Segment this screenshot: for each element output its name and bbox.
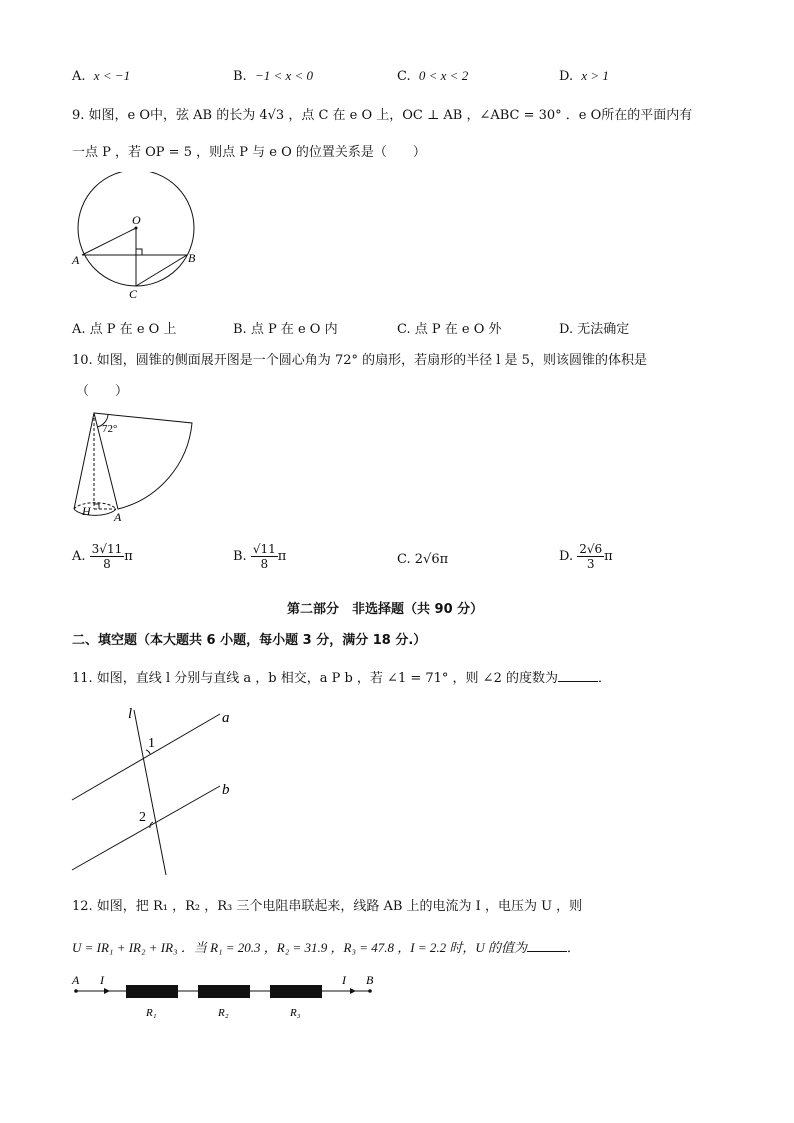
- fraction: $\frac{3√11}{8}$: [91, 542, 123, 571]
- label-c: C: [129, 287, 138, 301]
- part2-title: 第二部分 非选择题（共 90 分）: [287, 602, 484, 617]
- line-l: [134, 710, 166, 875]
- label-b: B: [366, 973, 374, 987]
- q9-option-d: D. 无法确定: [559, 322, 630, 337]
- q9-option-c: C. 点 P 在 e O 外: [397, 322, 502, 337]
- label-b: b: [222, 782, 230, 798]
- q8-option-d: D. x > 1: [559, 68, 609, 84]
- point-b: [368, 989, 372, 993]
- answer-blank[interactable]: [558, 669, 598, 682]
- segment-cb: [136, 255, 187, 286]
- label-r3: R₃: [290, 1007, 301, 1019]
- label-angle: 72°: [102, 423, 118, 435]
- current-arrow-left: [104, 988, 110, 994]
- point-a: [74, 989, 78, 993]
- q11-stem: 11. 如图，直线 l 分别与直线 a ，b 相交，a P b ，若 ∠1 = 71° ，则 ∠2 的度数为 ．: [72, 671, 611, 686]
- q8-option-a: A. x < −1: [72, 68, 131, 84]
- q9-option-b: B. 点 P 在 e O 内: [233, 322, 338, 337]
- q10-stem-line1: 10. 如图，圆锥的侧面展开图是一个圆心角为 72° 的扇形，若扇形的半径 l 是 5，则该圆锥的体积是: [72, 353, 647, 368]
- q8-option-c: C. 0 < x < 2: [397, 68, 469, 84]
- label-2: 2: [139, 810, 146, 825]
- right-angle-mark: [136, 249, 142, 255]
- q8-option-b: B. −1 < x < 0: [233, 68, 314, 84]
- q12-stem-line1: 12. 如图，把 R₁ ，R₂ ，R₃ 三个电阻串联起来，线路 AB 上的电流为 I ，电压为 U ，则: [72, 899, 583, 914]
- resistor-r2: [198, 985, 250, 998]
- line-b: [72, 786, 220, 870]
- resistor-r3: [270, 985, 322, 998]
- q10-option-b: B. $\frac{√11}{8}$ π: [233, 542, 287, 571]
- label-a: a: [222, 710, 230, 726]
- label-l: l: [128, 706, 133, 722]
- label-r2: R₂: [218, 1007, 229, 1019]
- q10-option-d: D. $\frac{2√6}{3}$ π: [559, 542, 613, 571]
- label-r1: R₁: [146, 1007, 157, 1019]
- q10-option-c: C. 2√6π: [397, 552, 449, 567]
- q9-circle-figure: [66, 172, 206, 307]
- q9-option-a: A. 点 P 在 e O 上: [72, 322, 177, 337]
- current-arrow-right: [350, 988, 356, 994]
- cone-left-edge: [74, 413, 94, 509]
- fraction: $\frac{2√6}{3}$: [579, 542, 603, 571]
- answer-blank[interactable]: [527, 939, 567, 952]
- label-1: 1: [148, 736, 155, 751]
- section-heading: 二、填空题（本大题共 6 小题，每小题 3 分，满分 18 分.）: [72, 633, 427, 648]
- q9-stem-line2: 一点 P ，若 OP = 5 ，则点 P 与 e O 的位置关系是（ ）: [72, 145, 426, 160]
- label-a: A: [114, 510, 122, 524]
- q12-stem-line2: U = IR₁ + IR₂ + IR₃ ．当 R₁ = 20.3 ，R₂ = 31.9 ，R₃ = 47.8 ，I = 2.2 时，U 的值为 ．: [72, 940, 581, 956]
- label-current-left: I: [100, 973, 104, 987]
- label-o: O: [132, 213, 141, 227]
- fraction: $\frac{√11}{8}$: [252, 542, 276, 571]
- label-a: A: [72, 253, 80, 267]
- q11-lines-figure: [66, 700, 246, 880]
- line-a: [72, 714, 220, 800]
- q9-stem-line1: 9. 如图，e O中，弦 AB 的长为 4√3 ，点 C 在 e O 上，OC ⊥ AB ，∠ABC = 30° ．e O所在的平面内有: [72, 108, 693, 123]
- label-a: A: [72, 973, 80, 987]
- q10-stem-line2: （ ）: [76, 384, 129, 399]
- resistor-r1: [126, 985, 178, 998]
- q10-option-a: A. $\frac{3√11}{8}$ π: [72, 542, 133, 571]
- label-current-right: I: [342, 973, 346, 987]
- q12-circuit-figure: [66, 970, 386, 1026]
- label-h: H: [82, 504, 91, 518]
- cone-right-angle: [94, 504, 99, 509]
- segment-oa: [82, 228, 136, 255]
- label-b: B: [188, 251, 196, 265]
- cone-base-front: [74, 509, 116, 515]
- q10-cone-figure: [66, 405, 200, 525]
